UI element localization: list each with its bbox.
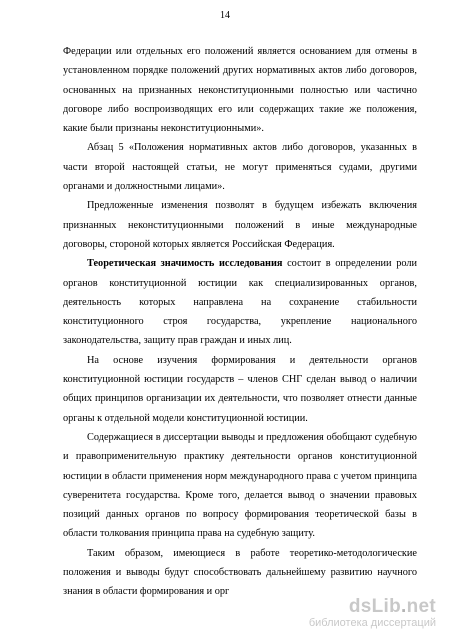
watermark-logo <box>309 597 436 616</box>
paragraph-4-text: состоит в определении роли органов конституционной юстиции как специализированных органов, деятельность которых направлена на сохранение стабильности конституционного строя государства, укрепление национального законодательства, защиту прав граждан и иных лиц. <box>63 258 417 347</box>
watermark-logo-tld: net <box>406 596 436 617</box>
page-number: 14 <box>220 10 230 21</box>
watermark-logo-dot: . <box>401 596 407 617</box>
watermark-caption: библиотека диссертаций <box>308 617 436 629</box>
watermark-logo-main: dsLib <box>348 596 401 617</box>
paragraph-2: Абзац 5 «Положения нормативных актов либо договоров, указанных в части второй настоящей статьи, не могут применяться судами, другими органами и должностными лицами». <box>63 142 417 193</box>
paragraph-5: На основе изучения формирования и деятельности органов конституционной юстиции государств – членов СНГ сделан вывод о наличии общих принципов организации их деятельности, что позволяет отнести данные органы к отдельной модели конституционной юстиции. <box>63 354 417 424</box>
paragraph-6: Содержащиеся в диссертации выводы и предложения обобщают судебную и правоприменительную практику деятельности органов конституционной юстиции в области применения норм международного права с учетом принципа суверенитета государства. Кроме того, делается вывод о значении правовых позиций данных органов по вопросу формирования теоретической базы в области толкования принципа права на судебную защиту. <box>63 431 417 540</box>
paragraph-4 <box>63 254 417 350</box>
paragraph-7: Таким образом, имеющиеся в работе теоретико-методологические положения и выводы будут способствовать дальнейшему развитию научного знания в области формирования и орг <box>63 547 417 598</box>
body-text <box>63 42 417 602</box>
watermark <box>309 597 436 629</box>
paragraph-3: Предложенные изменения позволят в будущем избежать включения признанных неконституционными положений в иные международные договоры, стороной которых является Российская Федерация. <box>63 200 417 250</box>
paragraph-4-lead: Теоретическая значимость исследования <box>87 258 283 270</box>
paragraph-1: Федерации или отдельных его положений является основанием для отмены в установленном порядке положений других нормативных актов либо договоров, основанных на признанных неконституционными полностью или частично договоре либо воспроизводящих его или содержащих такие же положения, какие были признаны неконституционными». <box>63 46 417 135</box>
